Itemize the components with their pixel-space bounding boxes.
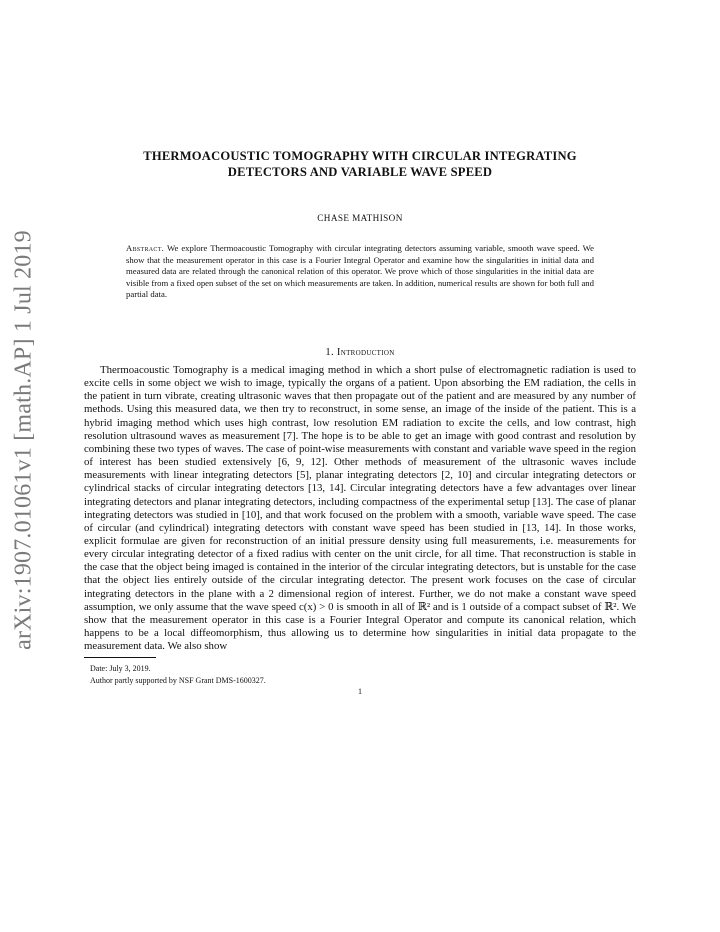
page-number: 1: [358, 687, 362, 696]
arxiv-sidebar: [4, 230, 44, 650]
title-line-2: DETECTORS AND VARIABLE WAVE SPEED: [227, 165, 493, 179]
footnote-rule: [84, 657, 156, 658]
footnotes: [90, 663, 636, 687]
footnote-date: Date: July 3, 2019.: [90, 664, 151, 674]
paper-page: [84, 148, 636, 696]
section-heading: 1. Introduction: [325, 346, 395, 358]
footnote-support: Author partly supported by NSF Grant DMS-1600327.: [90, 676, 266, 686]
abstract-label: Abstract.: [126, 243, 165, 253]
arxiv-identifier: arXiv:1907.01061v1 [math.AP] 1 Jul 2019: [10, 230, 37, 650]
intro-paragraph: Thermoacoustic Tomography is a medical imaging method in which a short pulse of electromagnetic radiation is used to excite cells in some object we wish to image, typically the organs of a patient. Upon absorbing the EM radiation, the cells in the patient in turn vibrate, creating ultrasonic waves that then propagate out of the patient and are measured by any number of methods. Using this measured data, we then try to reconstruct, in some sense, an image of the inside of the patient. This is a hybrid imaging method which uses high contrast, low resolution EM radiation to excite the cells, and low contrast, high resolution ultrasound waves as measurement [7]. The hope is to be able to get an image with good contrast and resolution by combining these two types of waves. The case of point-wise measurements with constant and variable wave speed in the region of interest has been studied extensively [6, 9, 12]. Other methods of measurement of the ultrasonic waves include measurements with linear integrating detectors [5], planar integrating detectors [2, 10] and circular integrating detectors or cylindrical stacks of circular integrating detectors [13, 14]. Circular integrating detectors have a few advantages over linear integrating detectors and planar integrating detectors, including compactness of the experimental setup [13]. The case of planar integrating detectors was studied in [10], and that work focused on the problem with a smooth, variable wave speed. The case of circular (and cylindrical) integrating detectors with constant wave speed has been studied in [13, 14]. In those works, explicit formulae are given for reconstruction of an initial pressure density using full measurements, i.e. measurements for every circular integrating detector of a fixed radius with center on the unit circle, for all time. That reconstruction is stable in the case that the object being imaged is contained in the interior of the circular integrating detectors, but is unstable for the case that the object lies entirely outside of the circular integrating detector. The present work focuses on the case of circular integrating detectors in the plane with a 2 dimensional region of interest. Further, we do not make a constant wave speed assumption, we only assume that the wave speed c(x) > 0 is smooth in all of ℝ² and is 1 outside of a compact subset of ℝ². We show that the measurement operator in this case is a Fourier Integral Operator and compute its canonical relation, which happens to be a local diffeomorphism, thus allowing us to determine how singularities in initial data propagate to the measurement data. We also show: [84, 363, 636, 653]
author-name: CHASE MATHISON: [317, 213, 403, 223]
abstract-text: We explore Thermoacoustic Tomography with circular integrating detectors assuming variable, smooth wave speed. We show that the measurement operator in this case is a Fourier Integral Operator and examine how the singularities in initial data and measured data are related through the canonical relation of this operator. We prove which of those singularities in the initial data are visible from a fixed open subset of the set on which measurements are taken. In addition, numerical results are shown for both full and partial data.: [126, 243, 595, 300]
abstract: [126, 243, 594, 301]
paper-title: [84, 148, 636, 180]
title-line-1: THERMOACOUSTIC TOMOGRAPHY WITH CIRCULAR INTEGRATING: [143, 149, 577, 163]
